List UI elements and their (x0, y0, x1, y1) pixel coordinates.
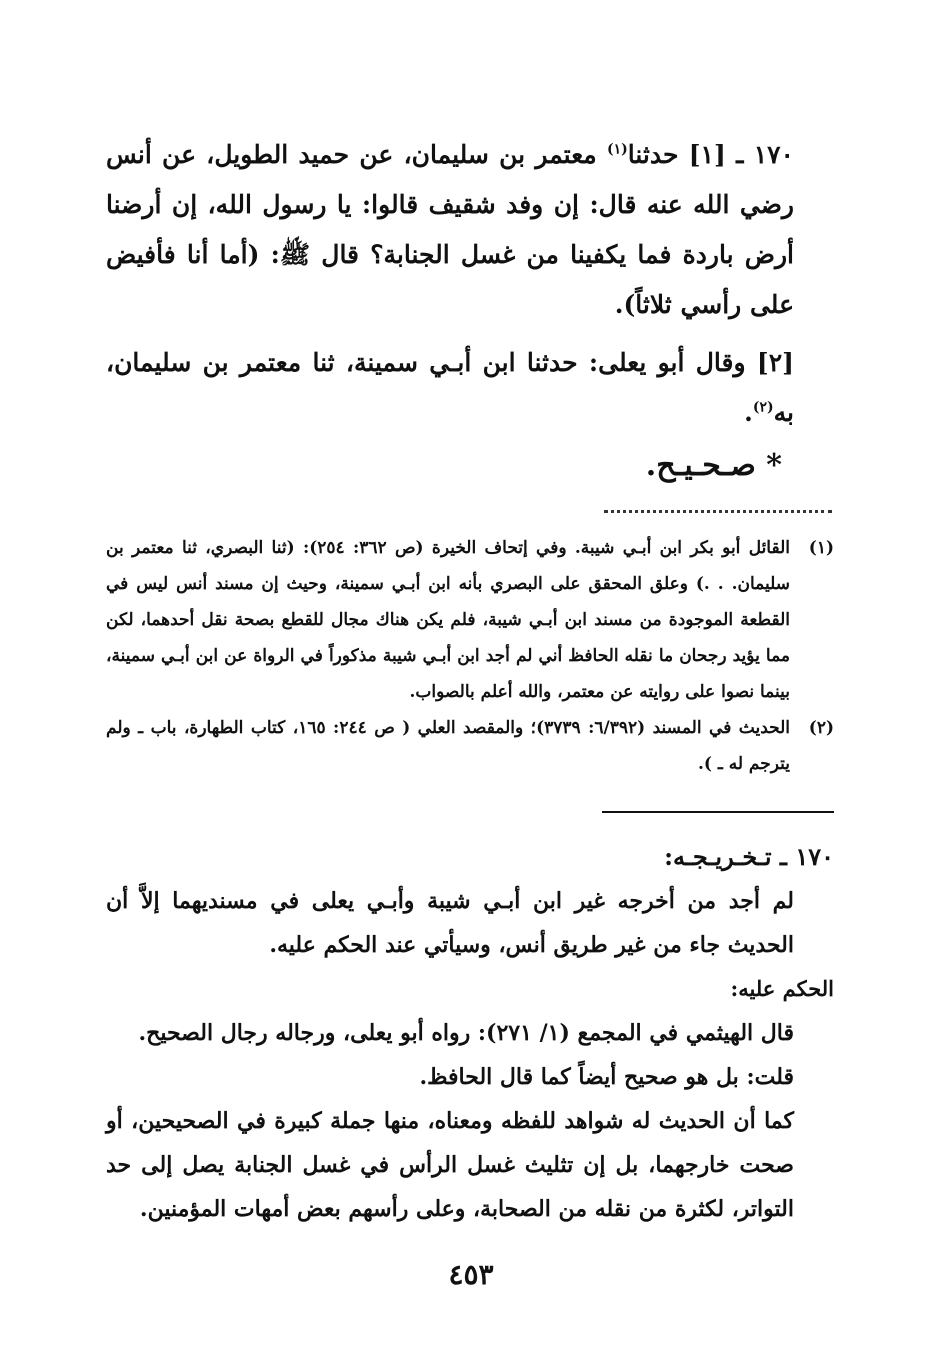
footnote-text: الحديث في المسند (٦/٣٩٢: ٣٧٣٩)؛ والمقصد العلي ( ص ٢٤٤: ١٦٥، كتاب الطهارة، باب ـ ولم يترجم له ـ ). (106, 718, 790, 774)
section-heading: ١٧٠ ـ تـخـريـجـه: (664, 842, 834, 871)
footnote-ref-2[interactable]: (٢) (752, 399, 774, 416)
qultu-paragraph: قلت: بل هو صحيح أيضاً كما قال الحافظ. (419, 1064, 794, 1090)
haythami-paragraph: قال الهيثمي في المجمع (١/ ٢٧١): رواه أبو يعلى، ورجاله رجال الصحيح. (138, 1020, 794, 1046)
footnote-2 (106, 710, 834, 782)
page-number: ٤٥٣ (448, 1258, 494, 1291)
section-divider (602, 811, 834, 813)
closing-paragraph: كما أن الحديث له شواهد للفظه ومعناه، منها جملة كبيرة في الصحيحين، أو صحت خارجهما، بل إن تثليث غسل الرأس في غسل الجنابة يصل إلى حد التواتر، لكثرة من نقله من الصحابة، وعلى رأسهم بعض أمهات المؤمنين. (106, 1108, 794, 1222)
hadith-1-text-b: معتمر بن سليمان، عن حميد الطويل، عن أنس رضي الله عنه قال: إن وفد شقيف قالوا: يا رسول الله، إن أرضنا أرض باردة فما يكفينا من غسل الجنابة؟ قال ﷺ: (أما أنا فأفيض على رأسي ثلاثاً). (106, 140, 794, 319)
footnote-text: القائل أبو بكر ابن أبـي شيبة. وفي إتحاف الخيرة (ص ٣٦٢: ٢٥٤): (ثنا البصري، ثنا معتمر بن سليمان. . .) وعلق المحقق على البصري بأنه ابن أبـي سمينة، وحيث إن مسند أنس ليس في القطعة الموجودة من مسند ابن أبـي شيبة، فلم يكن هناك مجال للقطع بصحة نقل أحدهما، لكن مما يؤيد رجحان ما نقله الحافظ أني لم أجد ابن أبـي شيبة مذكوراً في الرواة عن ابن أبـي سمينة، بينما نصوا على روايته عن معتمر، والله أعلم بالصواب. (106, 538, 790, 702)
footnote-1 (106, 530, 834, 710)
verdict-label: * صـحـيـح. (645, 448, 782, 483)
hadith-2-text-b: . (744, 398, 753, 427)
hadith-2-text-a: [٢] وقال أبو يعلى: حدثنا ابن أبـي سمينة، ثنا معتمر بن سليمان، به (106, 348, 794, 427)
hadith-1-text-a: ١٧٠ ـ [١] حدثنا (627, 140, 794, 169)
hukm-heading: الحكم عليه: (730, 976, 834, 1001)
footnote-number: (١) (808, 538, 834, 558)
takhrij-paragraph: لم أجد من أخرجه غير ابن أبـي شيبة وأبـي يعلى في مسنديهما إلاَّ أن الحديث جاء من غير طريق أنس، وسيأتي عند الحكم عليه. (106, 888, 794, 958)
dotted-divider (604, 510, 832, 513)
hadith-paragraph-2 (106, 338, 834, 438)
hadith-text (106, 130, 834, 446)
hadith-paragraph-1 (106, 130, 834, 330)
takhrij-section (106, 835, 834, 1231)
footnote-number: (٢) (808, 718, 834, 738)
footnote-ref-1[interactable]: (١) (606, 141, 628, 158)
footnotes (106, 530, 834, 782)
